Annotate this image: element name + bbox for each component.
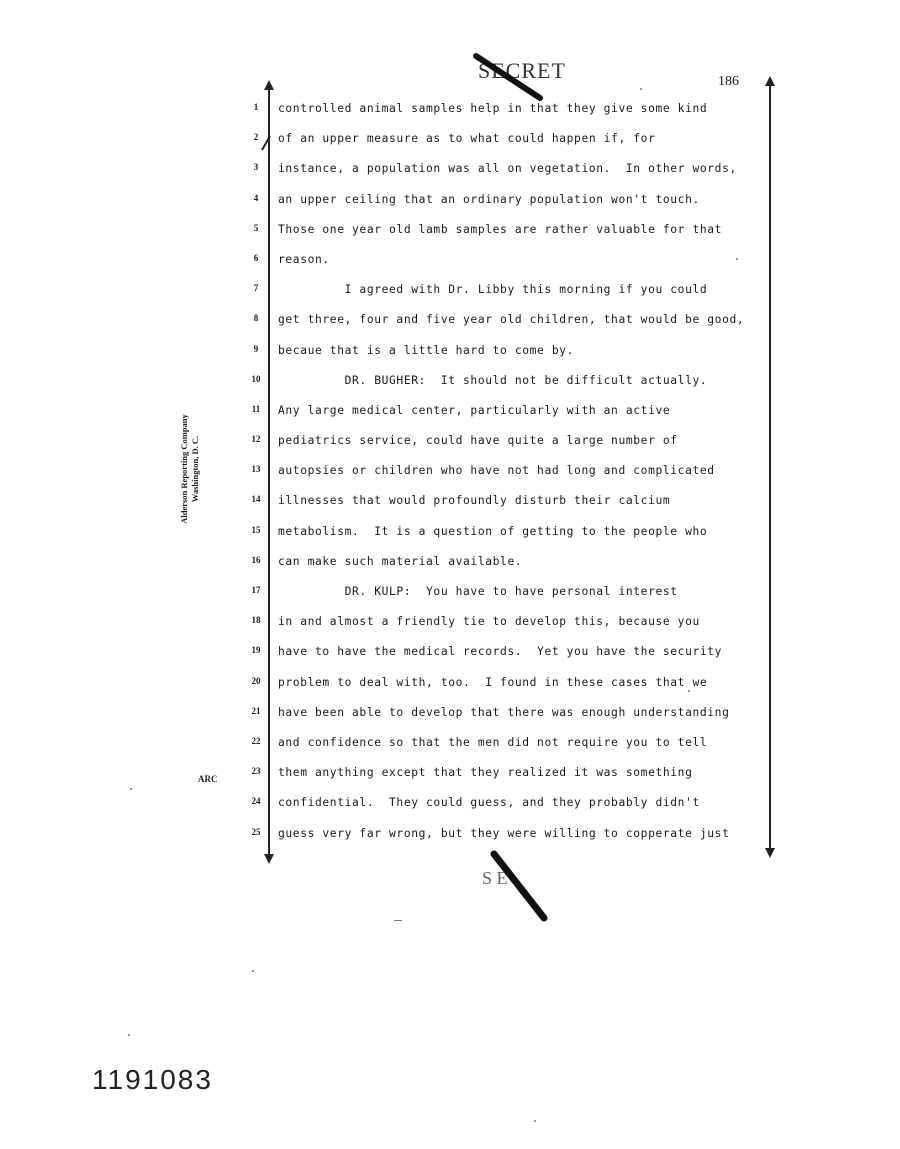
transcript-line: have to have the medical records. Yet you have the security [278,645,723,659]
scan-speck [736,258,738,260]
transcript-line: I agreed with Dr. Libby this morning if you could [278,283,708,297]
transcript-line: have been able to develop that there was enough understanding [278,705,730,719]
line-number: 4 [253,192,259,203]
line-number-column [246,102,266,857]
scan-speck [130,788,132,790]
scan-speck [688,690,690,692]
transcript-line: can make such material available. [278,554,523,568]
bottom-stamp-text: S E [482,868,508,888]
line-number: 22 [251,735,261,746]
transcript-line: Those one year old lamb samples are rather valuable for that [278,222,723,236]
line-number: 25 [251,826,261,837]
transcript-line: confidential. They could guess, and they probably didn't [278,796,700,810]
line-number: 21 [251,705,261,716]
line-number: 14 [251,494,261,505]
scan-speck [128,1034,130,1036]
transcript-line: autopsies or children who have not had long and complicated [278,464,715,478]
line-number: 1 [253,102,259,112]
page-number: 186 [718,74,739,89]
line-number: 13 [251,464,261,475]
line-number: 18 [251,615,261,626]
transcript-line: DR. KULP: You have to have personal interest [278,585,678,598]
line-number: 20 [251,675,261,686]
scan-speck [534,1120,536,1122]
left-margin-rule [268,88,270,856]
transcript-line: problem to deal with, too. I found in these cases that we [278,675,708,689]
transcript-line: of an upper measure as to what could happen if, for [278,132,656,146]
scan-speck [394,920,402,921]
line-number: 7 [253,283,259,294]
line-number: 2 [253,132,259,143]
transcript-line: them anything except that they realized it was something [278,766,693,780]
reporter-location: Washington, D. C. [190,435,200,503]
scan-speck [640,88,642,90]
transcript-line: an upper ceiling that an ordinary population won't touch. [278,192,700,206]
transcript-line: reason. [278,252,330,266]
document-number: 1191083 [92,1064,213,1095]
line-number: 5 [253,222,259,233]
line-number: 17 [251,585,261,595]
reporter-credit [179,399,201,539]
transcript-line: and confidence so that the men did not require you to tell [278,735,708,749]
right-rule-top-arrow-icon [764,76,776,88]
transcript-line: in and almost a friendly tie to develop this, because you [278,615,700,629]
line-number: 3 [253,162,259,173]
left-rule-top-arrow-icon [263,80,275,92]
transcript-line: DR. BUGHER: It should not be difficult actually. [278,373,708,387]
transcript-line: illnesses that would profoundly disturb their calcium [278,494,671,508]
line-number: 11 [251,403,261,414]
line-number: 16 [251,554,261,565]
line-number: 15 [251,524,261,535]
scan-speck [252,970,254,972]
line-number: 24 [251,796,261,807]
transcript-line: metabolism. It is a question of getting to the people who [278,524,708,538]
transcript-line: becaue that is a little hard to come by. [278,343,575,357]
bottom-strike-icon [488,848,558,928]
line-number: 10 [251,373,261,384]
transcript-line: Any large medical center, particularly with an active [278,403,671,417]
transcript-line: guess very far wrong, but they were willing to copperate just [278,826,730,840]
line-number: 9 [253,343,259,354]
line-number: 19 [251,645,261,656]
transcript-line: get three, four and five year old children, that would be good, [278,313,745,327]
line-number: 6 [253,252,259,263]
reporter-initials: ARC [198,774,218,784]
line-number: 23 [251,766,261,777]
transcript-line: controlled animal samples help in that they give some kind [278,102,708,115]
stamp-text: SECRET [478,58,566,83]
reporter-name: Alderson Reporting Company [179,414,189,524]
stamp-strike-icon [470,50,550,106]
transcript-line: pediatrics service, could have quite a large number of [278,434,678,448]
line-number: 8 [253,313,259,324]
transcript-body [278,102,778,857]
transcript-line: instance, a population was all on vegetation. In other words, [278,162,737,176]
line-number: 12 [251,434,261,445]
